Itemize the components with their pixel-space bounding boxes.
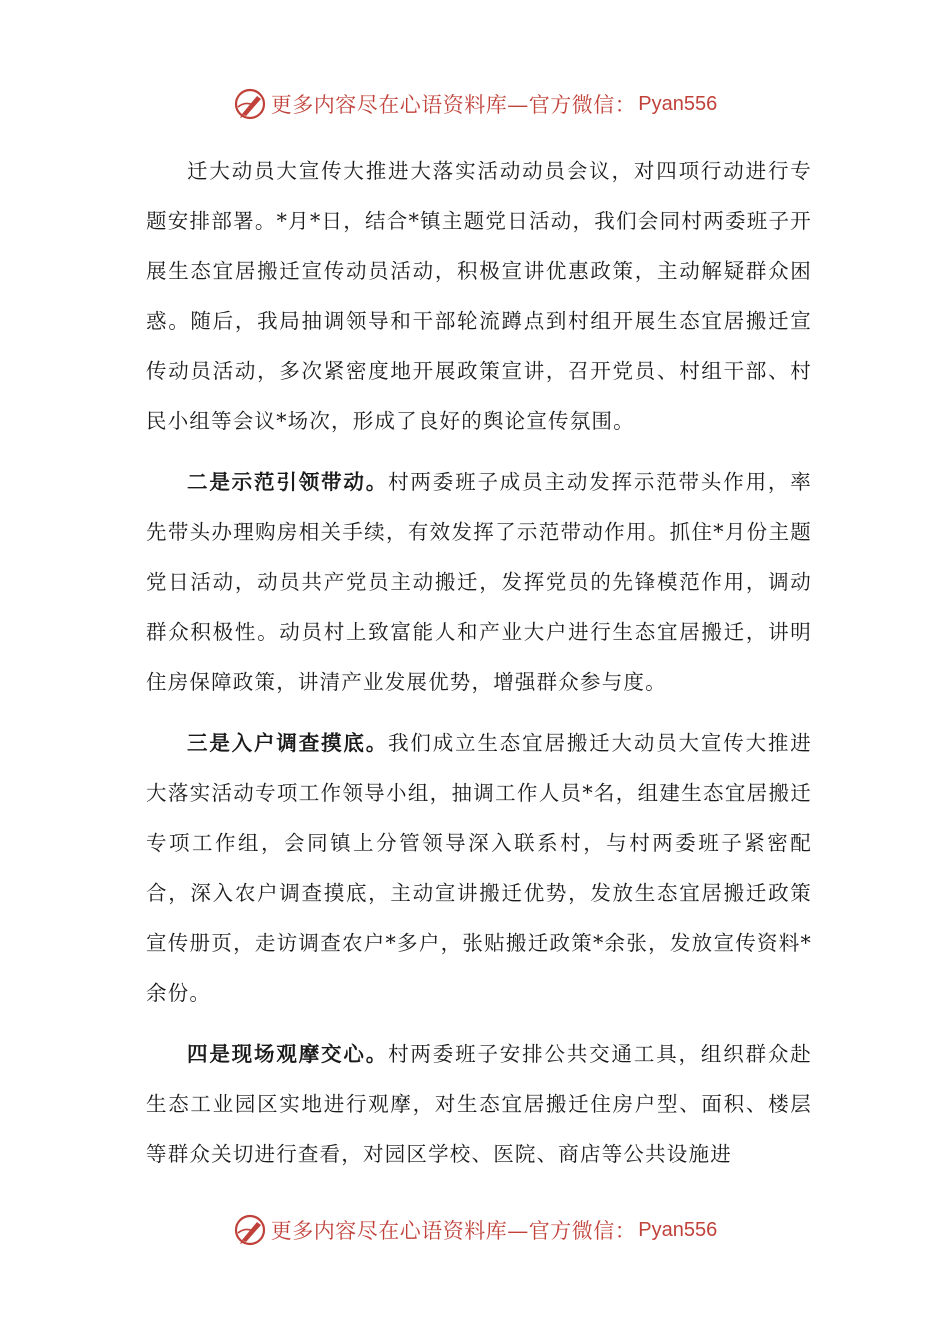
paragraph-1-body: 迁大动员大宣传大推进大落实活动动员会议，对四项行动进行专题安排部署。*月*日，结合*镇主题党日活动，我们会同村两委班子开展生态宜居搬迁宣传动员活动，积极宣讲优惠政策，主动解疑群众困惑。随后，我局抽调领导和干部轮流蹲点到村组开展生态宜居搬迁宣传动员活动，多次紧密度地开展政策宣讲，召开党员、村组干部、村民小组等会议*场次，形成了良好的舆论宣传氛围。 — [146, 159, 812, 433]
paragraph-4-body: 村两委班子安排公共交通工具，组织群众赴生态工业园区实地进行观摩，对生态宜居搬迁住房户型、面积、楼层等群众关切进行查看，对园区学校、医院、商店等公共设施进 — [146, 1042, 812, 1166]
paragraph-1 — [146, 146, 812, 446]
paragraph-3-body: 我们成立生态宜居搬迁大动员大宣传大推进大落实活动专项工作领导小组，抽调工作人员*名，组建生态宜居搬迁专项工作组，会同镇上分管领导深入联系村，与村两委班子紧密配合，深入农户调查摸底，主动宣讲搬迁优势，发放生态宜居搬迁政策宣传册页，走访调查农户*多户，张贴搬迁政策*余张，发放宣传资料*余份。 — [146, 731, 812, 1005]
paragraph-3-lead: 三是入户调查摸底。 — [187, 731, 389, 755]
paragraph-3 — [146, 718, 812, 1018]
paragraph-4 — [146, 1029, 812, 1179]
paragraph-4-lead: 四是现场观摩交心。 — [187, 1042, 389, 1066]
document-body — [146, 146, 812, 1190]
header-banner-text: 更多内容尽在心语资料库—官方微信： — [270, 93, 637, 117]
paragraph-2-lead: 二是示范引领带动。 — [187, 470, 389, 494]
paragraph-2 — [146, 457, 812, 707]
footer-banner — [0, 1210, 950, 1250]
paragraph-2-body: 村两委班子成员主动发挥示范带头作用，率先带头办理购房相关手续，有效发挥了示范带动作用。抓住*月份主题党日活动，动员共产党员主动搬迁，发挥党员的先锋模范作用，调动群众积极性。动员村上致富能人和产业大户进行生态宜居搬迁，讲明住房保障政策，讲清产业发展优势，增强群众参与度。 — [146, 470, 812, 694]
header-banner — [0, 84, 950, 124]
header-banner-id: Pyan556 — [638, 92, 718, 115]
footer-banner-id: Pyan556 — [638, 1218, 718, 1241]
footer-banner-text: 更多内容尽在心语资料库—官方微信： — [270, 1219, 637, 1243]
pen-logo-icon — [233, 1213, 267, 1247]
pen-logo-icon — [233, 87, 267, 121]
